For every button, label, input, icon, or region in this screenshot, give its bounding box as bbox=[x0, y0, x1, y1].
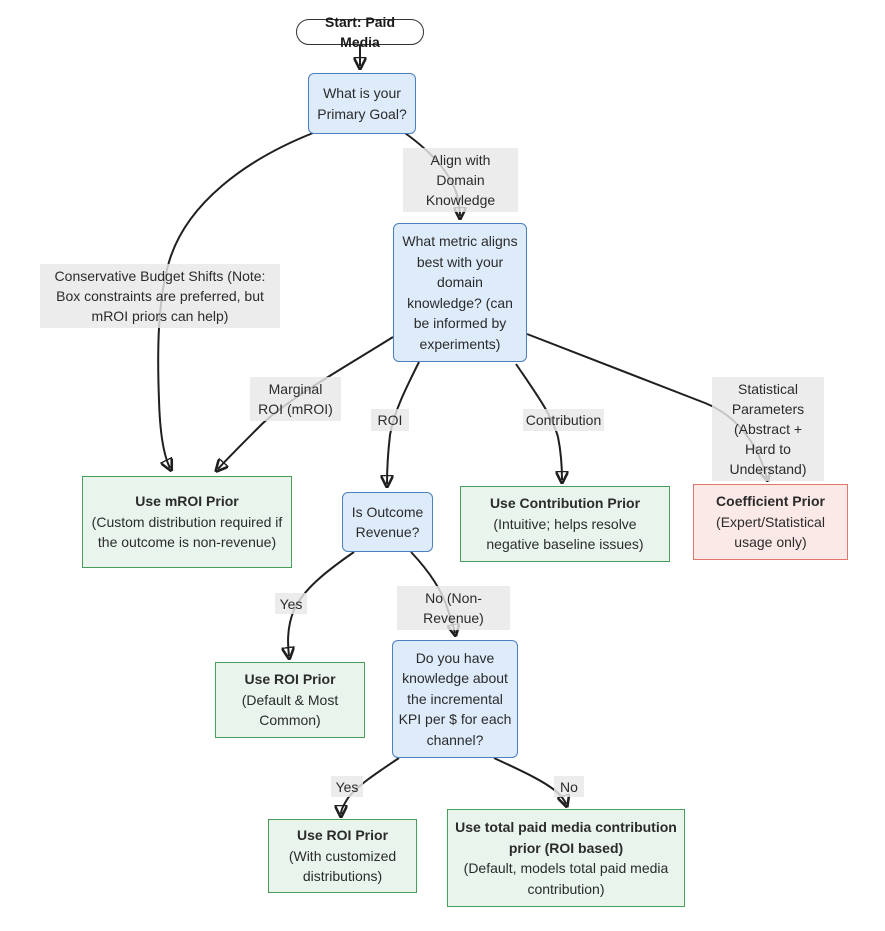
edge-label-text: Contribution bbox=[525, 412, 602, 428]
edge-label-marginal-roi bbox=[250, 377, 341, 421]
edge-label-outcome-yes bbox=[275, 593, 307, 614]
is-outcome-revenue-label: Is Outcome Revenue? bbox=[351, 503, 424, 540]
contribution-prior-title: Use Contribution Prior bbox=[489, 495, 641, 512]
edge-label-text: Yes bbox=[335, 778, 359, 795]
edge-label-contribution bbox=[523, 409, 604, 431]
edge-label-text: Conservative Budget Shifts (Note: Box constraints are preferred, but mROI priors can help) bbox=[54, 268, 266, 324]
start-node-label: Start: Paid Media bbox=[324, 13, 395, 50]
contribution-prior-subtitle: (Intuitive; helps resolve negative baseline issues) bbox=[486, 515, 644, 553]
kpi-question-node bbox=[392, 640, 518, 758]
edge-label-text: Align with Domain Knowledge bbox=[425, 152, 496, 208]
mroi-prior-node bbox=[82, 476, 292, 568]
roi-prior-default-subtitle: (Default & Most Common) bbox=[241, 691, 339, 729]
coefficient-prior-title: Coefficient Prior bbox=[716, 493, 825, 510]
edge-label-roi bbox=[371, 409, 409, 431]
primary-goal-node bbox=[308, 73, 416, 134]
contribution-prior-node bbox=[460, 486, 670, 562]
edge-label-text: ROI bbox=[377, 412, 403, 428]
metric-question-node bbox=[393, 223, 527, 362]
roi-prior-default-node bbox=[215, 662, 365, 738]
roi-prior-custom-subtitle: (With customized distributions) bbox=[288, 847, 397, 885]
mroi-prior-title: Use mROI Prior bbox=[135, 493, 239, 510]
metric-question-label: What metric aligns best with your domain knowledge? (can be informed by experiments) bbox=[402, 233, 518, 352]
mroi-prior-subtitle: (Custom distribution required if the outcome is non-revenue) bbox=[91, 513, 283, 551]
roi-prior-custom-title: Use ROI Prior bbox=[296, 827, 389, 844]
total-contribution-prior-title: Use total paid media contribution prior (ROI based) bbox=[455, 819, 677, 856]
roi-prior-default-title: Use ROI Prior bbox=[244, 671, 336, 688]
primary-goal-label: What is your Primary Goal? bbox=[317, 85, 407, 122]
edge-label-text: No (Non-Revenue) bbox=[423, 590, 484, 626]
is-outcome-revenue-node bbox=[342, 492, 433, 552]
edge-label-kpi-yes bbox=[331, 776, 363, 797]
edge-label-outcome-no bbox=[397, 586, 510, 630]
coefficient-prior-node bbox=[693, 484, 848, 560]
roi-prior-custom-node bbox=[268, 819, 417, 893]
coefficient-prior-subtitle: (Expert/Statistical usage only) bbox=[716, 513, 825, 551]
edge-label-text: Yes bbox=[279, 595, 303, 612]
total-contribution-prior-subtitle: (Default, models total paid media contribution) bbox=[463, 860, 669, 897]
edge-label-kpi-no bbox=[554, 776, 584, 797]
edge-label-align-domain bbox=[403, 148, 518, 212]
start-node bbox=[296, 13, 424, 50]
edge-label-text: Statistical Parameters (Abstract + Hard to Understand) bbox=[729, 381, 807, 477]
edge-label-statistical-parameters bbox=[712, 377, 824, 481]
kpi-question-label: Do you have knowledge about the incremental KPI per $ for each channel? bbox=[398, 649, 512, 748]
total-contribution-prior-node bbox=[447, 809, 685, 907]
edge-label-text: Marginal ROI (mROI) bbox=[258, 381, 333, 417]
edge-label-conservative-budget bbox=[40, 264, 280, 328]
edge-label-text: No bbox=[560, 778, 578, 795]
